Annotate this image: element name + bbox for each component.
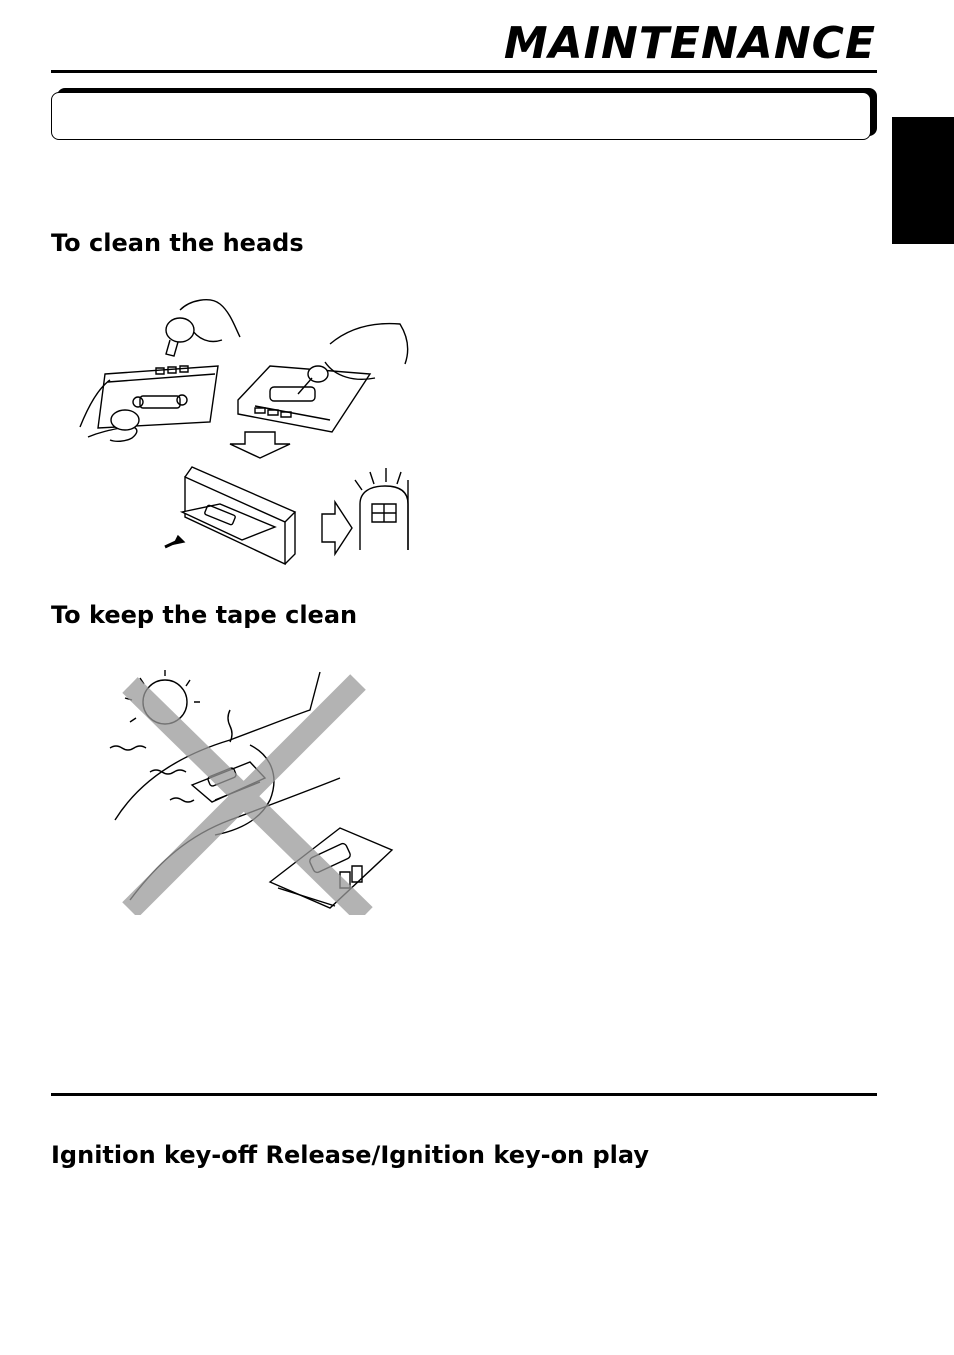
- title-divider: [51, 70, 877, 73]
- page-title: MAINTENANCE: [503, 18, 876, 69]
- cassette-icon: [238, 366, 370, 432]
- tape-storage-warning-illustration: [100, 660, 400, 915]
- indicator-light-icon: [355, 468, 408, 550]
- tape-head-cleaning-illustration: [70, 282, 415, 567]
- section-divider: [51, 1093, 877, 1096]
- section-header-box: [51, 92, 871, 140]
- heading-keep-tape-clean: To keep the tape clean: [51, 601, 358, 629]
- heat-wave-icon: [110, 746, 146, 750]
- heading-ignition: Ignition key-off Release/Ignition key-on play: [51, 1141, 650, 1169]
- arrow-right-icon: [322, 502, 352, 554]
- arrow-down-icon: [230, 432, 290, 458]
- language-side-tab: [892, 117, 954, 244]
- tape-deck-icon: [165, 467, 295, 564]
- heading-clean-heads: To clean the heads: [51, 229, 304, 257]
- prohibited-x-icon: [130, 682, 365, 915]
